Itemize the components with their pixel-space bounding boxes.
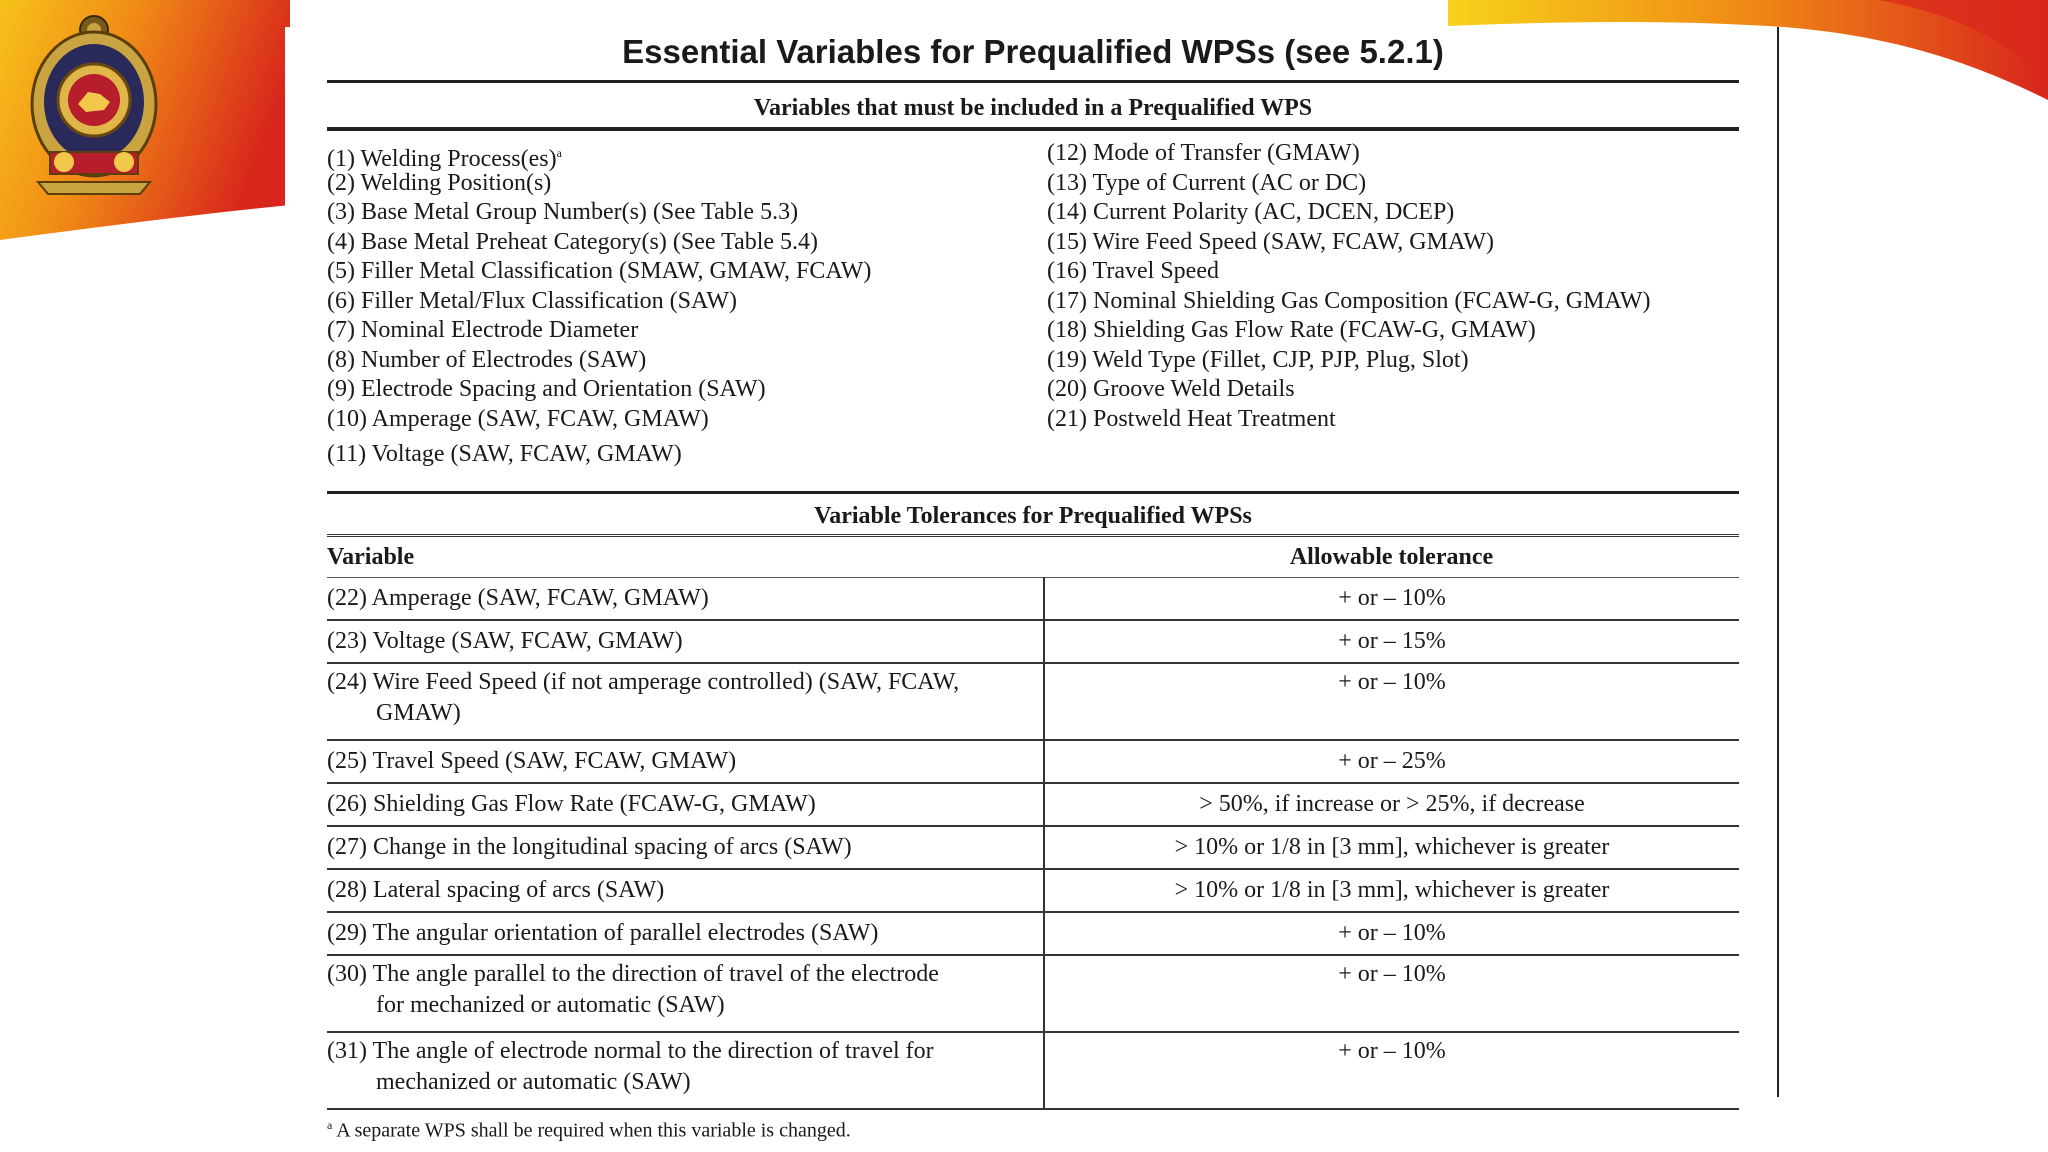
variable-cell: (28) Lateral spacing of arcs (SAW) [327, 869, 1044, 912]
section-rule [327, 127, 1739, 131]
list-item: (17) Nominal Shielding Gas Composition (FCAW-G, GMAW) [1047, 287, 1651, 314]
footnote-marker: a [327, 1118, 333, 1132]
variable-line: mechanized or automatic (SAW) [376, 1069, 691, 1095]
list-item: (13) Type of Current (AC or DC) [1047, 169, 1367, 196]
variables-list [327, 139, 1739, 491]
tolerance-cell: > 50%, if increase or > 25%, if decrease [1044, 783, 1739, 826]
list-item: (20) Groove Weld Details [1047, 376, 1295, 402]
government-emblem-icon [28, 12, 160, 197]
list-item: (19) Weld Type (Fillet, CJP, PJP, Plug, Slot) [1047, 346, 1469, 373]
section-heading-included: Variables that must be included in a Prequalified WPS [753, 95, 1313, 121]
tolerance-cell: + or – 10% [1044, 1032, 1739, 1109]
document-title: Essential Variables for Prequalified WPSs (see 5.2.1) [622, 33, 1444, 70]
panel-right-rule [1777, 27, 1779, 1097]
list-item: (21) Postweld Heat Treatment [1047, 405, 1336, 432]
variable-cell: (23) Voltage (SAW, FCAW, GMAW) [327, 620, 1044, 663]
list-item: (9) Electrode Spacing and Orientation (SAW) [327, 376, 766, 402]
list-item: (16) Travel Speed [1047, 258, 1219, 284]
column-header-tolerance: Allowable tolerance [1044, 536, 1739, 578]
tolerance-cell: + or – 10% [1044, 578, 1739, 621]
variable-cell: (25) Travel Speed (SAW, FCAW, GMAW) [327, 740, 1044, 783]
document-panel [285, 27, 1780, 1147]
variable-cell: (29) The angular orientation of parallel electrodes (SAW) [327, 912, 1044, 955]
list-item: (1) Welding Process(es)$^a$ [327, 146, 562, 172]
table-row [327, 869, 1739, 912]
list-item: (2) Welding Position(s) [327, 169, 552, 196]
tolerance-cell: + or – 10% [1044, 912, 1739, 955]
tolerance-cell: > 10% or 1/8 in [3 mm], whichever is greater [1044, 869, 1739, 912]
tolerance-cell: + or – 15% [1044, 620, 1739, 663]
list-item: (14) Current Polarity (AC, DCEN, DCEP) [1047, 199, 1455, 225]
variable-line: (31) The angle of electrode normal to the direction of travel for [327, 1038, 934, 1064]
variable-cell: (22) Amperage (SAW, FCAW, GMAW) [327, 578, 1044, 621]
section-heading-tolerances: Variable Tolerances for Prequalified WPSs [814, 503, 1252, 529]
table-row [327, 620, 1739, 663]
document-content [327, 27, 1739, 1143]
variable-cell [327, 663, 1044, 740]
tolerance-cell: > 10% or 1/8 in [3 mm], whichever is greater [1044, 826, 1739, 869]
table-row [327, 912, 1739, 955]
variable-line: (30) The angle parallel to the direction of travel of the electrode [327, 961, 939, 987]
variable-cell: (27) Change in the longitudinal spacing of arcs (SAW) [327, 826, 1044, 869]
list-item: (5) Filler Metal Classification (SMAW, GMAW, FCAW) [327, 258, 872, 284]
variable-cell [327, 1032, 1044, 1109]
footnote: $^a$ A separate WPS shall be required when this variable is changed. [327, 1118, 851, 1142]
variable-line: for mechanized or automatic (SAW) [376, 992, 725, 1018]
table-row [327, 663, 1739, 740]
table-row [327, 955, 1739, 1032]
list-item: (11) Voltage (SAW, FCAW, GMAW) [327, 441, 682, 467]
list-item: (18) Shielding Gas Flow Rate (FCAW-G, GMAW) [1047, 317, 1536, 343]
tolerance-cell: + or – 25% [1044, 740, 1739, 783]
table-row [327, 578, 1739, 621]
list-item: (6) Filler Metal/Flux Classification (SAW) [327, 287, 738, 314]
variables-column-left [327, 139, 1027, 470]
variable-cell: (26) Shielding Gas Flow Rate (FCAW-G, GMAW) [327, 783, 1044, 826]
footnote-marker: a [556, 146, 562, 160]
table-row [327, 740, 1739, 783]
column-header-variable: Variable [327, 536, 1044, 578]
list-item: (8) Number of Electrodes (SAW) [327, 346, 647, 373]
table-row [327, 1032, 1739, 1109]
variable-line: GMAW) [376, 700, 461, 726]
list-item: (3) Base Metal Group Number(s) (See Table 5.3) [327, 199, 799, 225]
tolerance-cell: + or – 10% [1044, 663, 1739, 740]
tolerance-cell: + or – 10% [1044, 955, 1739, 1032]
list-item: (4) Base Metal Preheat Category(s) (See Table 5.4) [327, 228, 819, 255]
list-item: (15) Wire Feed Speed (SAW, FCAW, GMAW) [1047, 228, 1494, 255]
variables-column-right [1047, 139, 1747, 434]
table-row [327, 783, 1739, 826]
variable-line: (24) Wire Feed Speed (if not amperage controlled) (SAW, FCAW, [327, 669, 960, 695]
variable-cell [327, 955, 1044, 1032]
list-item: (12) Mode of Transfer (GMAW) [1047, 140, 1360, 166]
table-row [327, 826, 1739, 869]
list-item: (10) Amperage (SAW, FCAW, GMAW) [327, 405, 709, 432]
list-item: (7) Nominal Electrode Diameter [327, 317, 639, 343]
tolerance-table [327, 534, 1739, 1110]
